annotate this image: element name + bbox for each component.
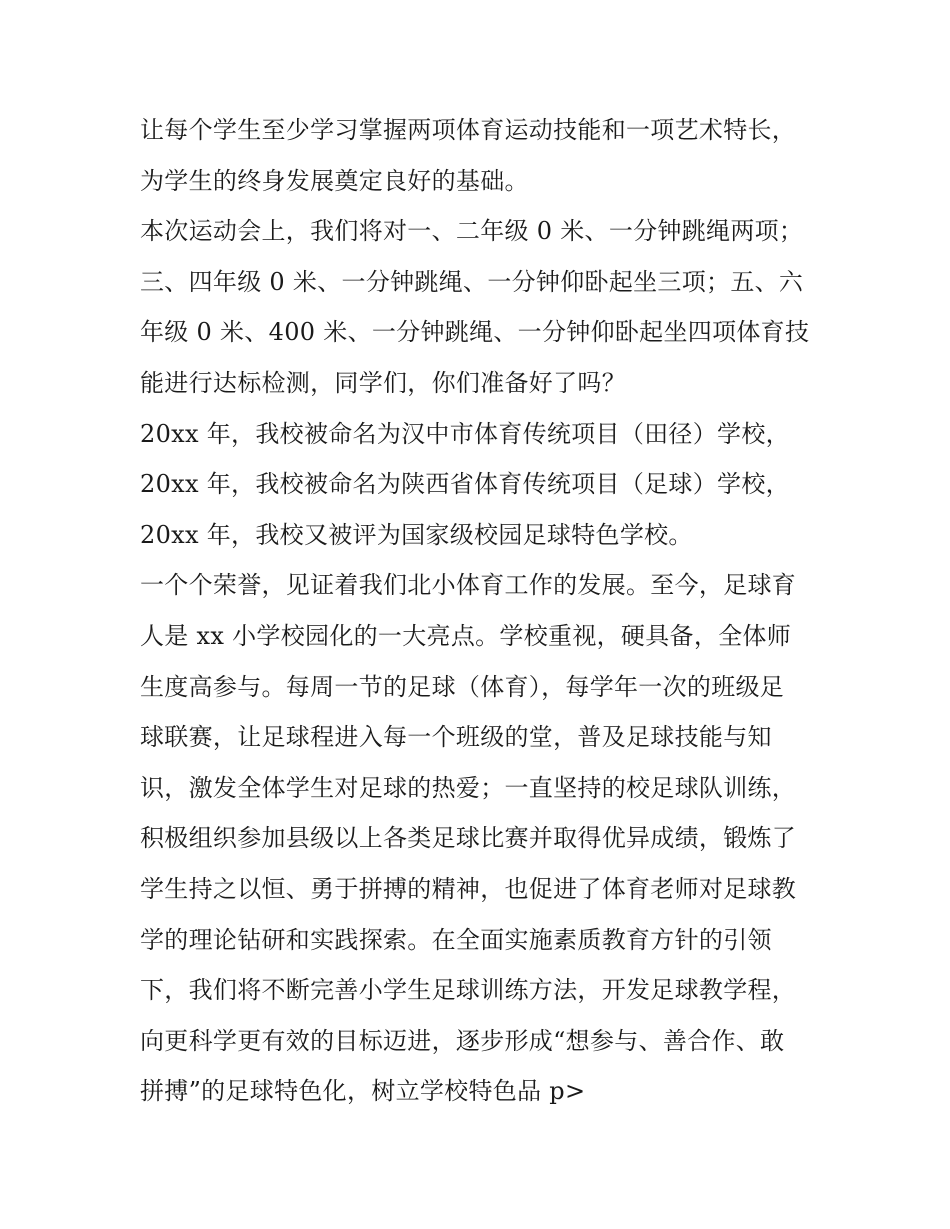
text-line: 能进行达标检测，同学们，你们准备好了吗？ [140, 368, 626, 397]
text-line: 下，我们将不断完善小学生足球训练方法，开发足球教学程， [140, 976, 797, 1005]
text-line: 学的理论钻研和实践探索。在全面实施素质教育方针的引领 [140, 925, 772, 954]
text-line: 球联赛，让足球程进入每一个班级的堂，普及足球技能与知 [140, 723, 772, 752]
document-body [140, 105, 820, 1117]
text-line: 年级 0 米、400 米、一分钟跳绳、一分钟仰卧起坐四项体育技 [140, 318, 810, 347]
text-line: 积极组织参加县级以上各类足球比赛并取得优异成绩，锻炼了 [140, 824, 797, 853]
text-line: 本次运动会上，我们将对一、二年级 0 米、一分钟跳绳两项； [140, 217, 804, 246]
text-line: 20xx 年，我校又被评为国家级校园足球特色学校。 [140, 520, 693, 549]
text-line: 三、四年级 0 米、一分钟跳绳、一分钟仰卧起坐三项；五、六 [140, 267, 804, 296]
text-line: 识，激发全体学生对足球的热爱；一直坚持的校足球队训练， [140, 773, 797, 802]
text-line: 一个个荣誉，见证着我们北小体育工作的发展。至今，足球育 [140, 571, 797, 600]
text-line: 向更科学更有效的目标迈进，逐步形成“想参与、善合作、敢 [140, 1026, 785, 1055]
text-line: 让每个学生至少学习掌握两项体育运动技能和一项艺术特长， [140, 116, 797, 144]
text-line: 学生持之以恒、勇于拼搏的精神，也促进了体育老师对足球教 [140, 874, 797, 903]
text-line: 20xx 年，我校被命名为汉中市体育传统项目（田径）学校， [140, 419, 790, 448]
text-line: 拼搏”的足球特色化，树立学校特色品 p> [140, 1077, 586, 1106]
text-line: 为学生的终身发展奠定良好的基础。 [140, 166, 529, 195]
text-line: 20xx 年，我校被命名为陕西省体育传统项目（足球）学校， [140, 470, 790, 499]
text-line: 人是 xx 小学校园化的一大亮点。学校重视，硬具备，全体师 [140, 621, 792, 650]
text-line: 生度高参与。每周一节的足球（体育），每学年一次的班级足 [140, 672, 785, 701]
